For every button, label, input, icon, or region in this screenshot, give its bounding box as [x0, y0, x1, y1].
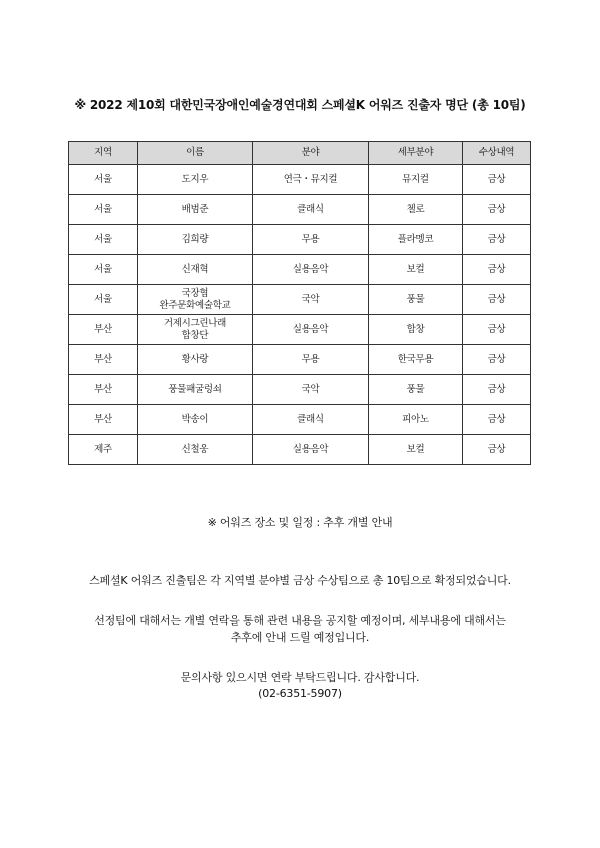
cell-region: 부산	[69, 345, 138, 375]
header-name: 이름	[138, 142, 253, 165]
cell-name	[138, 255, 253, 285]
cell-detail: 뮤지컬	[369, 165, 463, 195]
cell-field: 클래식	[253, 195, 369, 225]
header-detail: 세부분야	[369, 142, 463, 165]
cell-detail: 첼로	[369, 195, 463, 225]
table-row	[69, 255, 531, 285]
phone-number: (02-6351-5907)	[258, 687, 342, 700]
table-row	[69, 315, 531, 345]
cell-field: 실용음악	[253, 255, 369, 285]
schedule-notice: ※ 어워즈 장소 및 일정 : 추후 개별 안내	[207, 516, 393, 529]
cell-award: 금상	[463, 165, 531, 195]
cell-detail: 풍물	[369, 285, 463, 315]
header-field: 분야	[253, 142, 369, 165]
cell-detail: 합창	[369, 315, 463, 345]
cell-name	[138, 165, 253, 195]
cell-name	[138, 375, 253, 405]
cell-name	[138, 285, 253, 315]
cell-name	[138, 195, 253, 225]
cell-name-line: 박송이	[181, 413, 209, 425]
cell-award: 금상	[463, 345, 531, 375]
cell-name-line: 김희량	[181, 233, 209, 245]
cell-region: 서울	[69, 285, 138, 315]
finalists-table	[68, 141, 531, 465]
cell-field: 연극・뮤지컬	[253, 165, 369, 195]
cell-name	[138, 405, 253, 435]
cell-name-line: 황사랑	[181, 353, 209, 365]
cell-name	[138, 315, 253, 345]
table-body	[69, 165, 531, 465]
cell-field: 클래식	[253, 405, 369, 435]
table-row	[69, 375, 531, 405]
table-row	[69, 225, 531, 255]
cell-award: 금상	[463, 315, 531, 345]
cell-award: 금상	[463, 375, 531, 405]
cell-region: 부산	[69, 315, 138, 345]
cell-name-line: 배범준	[181, 203, 209, 215]
cell-name-line: 거제시그린나래	[163, 317, 227, 329]
cell-award: 금상	[463, 435, 531, 465]
header-region: 지역	[69, 142, 138, 165]
cell-award: 금상	[463, 285, 531, 315]
cell-name	[138, 225, 253, 255]
cell-detail: 보컬	[369, 435, 463, 465]
cell-field: 국악	[253, 285, 369, 315]
cell-name	[138, 435, 253, 465]
cell-field: 실용음악	[253, 315, 369, 345]
cell-detail: 한국무용	[369, 345, 463, 375]
cell-detail: 플라멩코	[369, 225, 463, 255]
cell-award: 금상	[463, 255, 531, 285]
cell-name-line: 풍물패굴렁쇠	[168, 383, 222, 395]
cell-name-line: 신철웅	[181, 443, 209, 455]
header-award: 수상내역	[463, 142, 531, 165]
cell-region: 서울	[69, 255, 138, 285]
cell-name-line: 국장협	[181, 287, 209, 299]
cell-field: 무용	[253, 345, 369, 375]
cell-detail: 풍물	[369, 375, 463, 405]
table-row	[69, 405, 531, 435]
cell-region: 서울	[69, 195, 138, 225]
cell-field: 무용	[253, 225, 369, 255]
document-title: ※ 2022 제10회 대한민국장애인예술경연대회 스페셜K 어워즈 진출자 명단 (총 10팀)	[74, 98, 526, 112]
cell-award: 금상	[463, 195, 531, 225]
confirmation-notice: 스페셜K 어워즈 진출팀은 각 지역별 분야별 금상 수상팀으로 총 10팀으로 확정되었습니다.	[89, 574, 511, 587]
contact-notice-line-2: 추후에 안내 드릴 예정입니다.	[230, 631, 370, 644]
cell-region: 제주	[69, 435, 138, 465]
table-header-row	[69, 142, 531, 165]
cell-name-line: 완주문화예술학교	[159, 299, 231, 311]
cell-name-line: 도지우	[181, 173, 209, 185]
contact-notice-line-1: 선정팀에 대해서는 개별 연락을 통해 관련 내용을 공지할 예정이며, 세부내용에 대해서는	[94, 614, 506, 627]
cell-field: 국악	[253, 375, 369, 405]
cell-award: 금상	[463, 225, 531, 255]
table-row	[69, 345, 531, 375]
cell-name-line: 신재혁	[181, 263, 209, 275]
cell-name	[138, 345, 253, 375]
cell-region: 서울	[69, 165, 138, 195]
cell-award: 금상	[463, 405, 531, 435]
table-row	[69, 435, 531, 465]
cell-field: 실용음악	[253, 435, 369, 465]
cell-region: 부산	[69, 375, 138, 405]
cell-name-line: 합창단	[181, 329, 209, 341]
cell-region: 서울	[69, 225, 138, 255]
cell-detail: 보컬	[369, 255, 463, 285]
cell-detail: 피아노	[369, 405, 463, 435]
cell-region: 부산	[69, 405, 138, 435]
table-row	[69, 285, 531, 315]
table-row	[69, 165, 531, 195]
inquiry-notice: 문의사항 있으시면 연락 부탁드립니다. 감사합니다.	[180, 671, 420, 684]
table-row	[69, 195, 531, 225]
